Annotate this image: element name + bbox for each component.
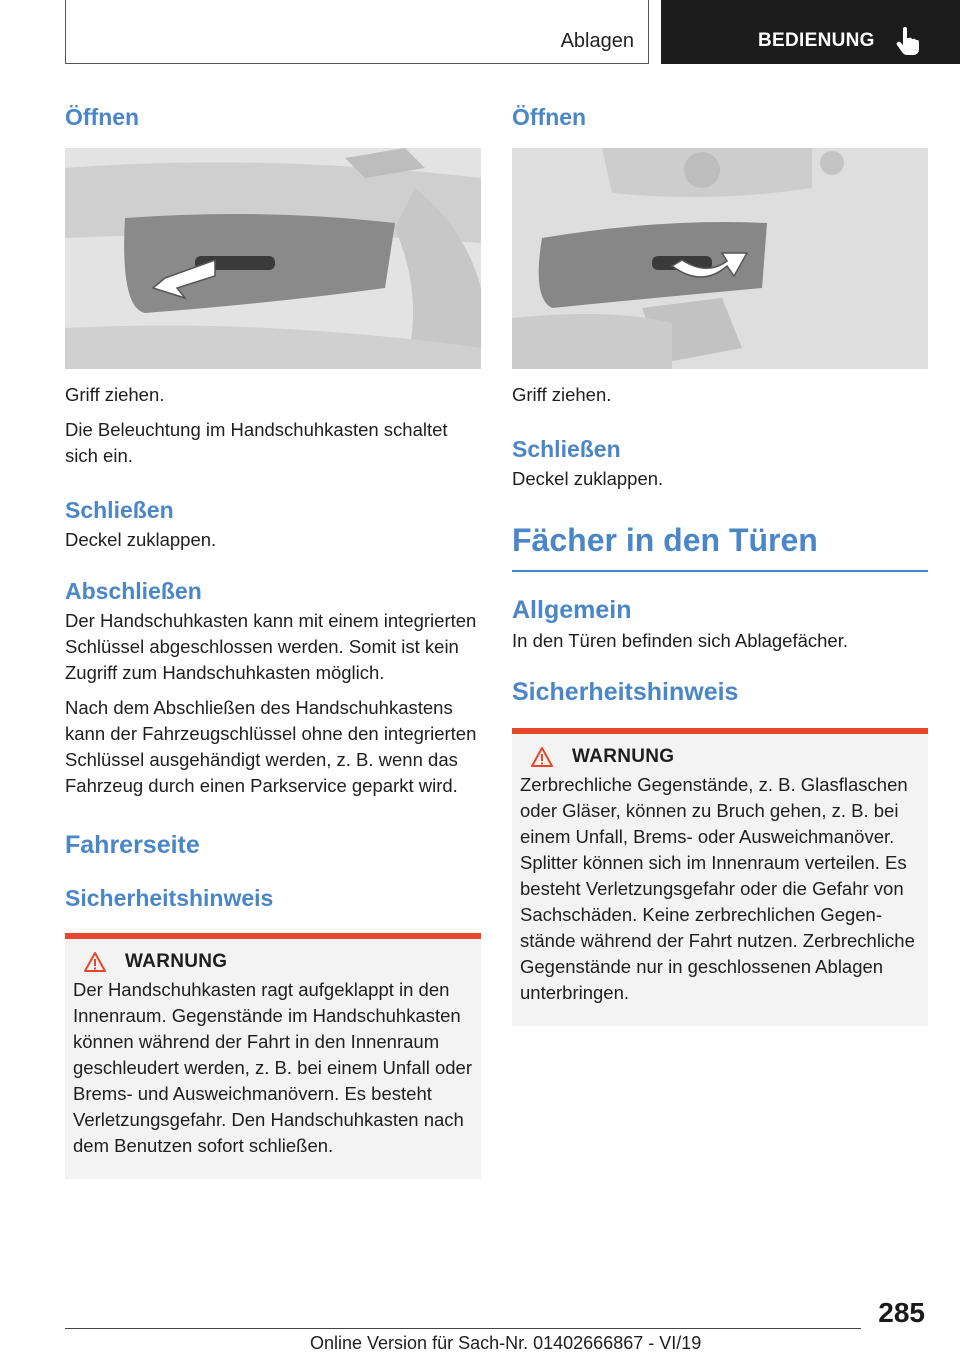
header-chapter-label: BEDIENUNG [758,30,875,51]
warning-box-left [65,933,481,1179]
text-pull-handle-left: Griff ziehen. [65,384,165,405]
warning-box-right [512,728,928,1026]
glovebox-passenger-photo [65,148,481,369]
heading-general: Allgemein [512,596,632,624]
header-border-bottom [65,63,649,64]
right-column [512,100,928,1026]
text-close-lid-right: Deckel zuklappen. [512,468,664,489]
heading-rule [512,570,928,572]
warning-triangle-icon [83,951,107,973]
text-pull-handle-right: Griff ziehen. [512,384,612,405]
heading-close-right: Schließen [512,436,621,462]
page-number: 285 [878,1297,925,1328]
warning-text-right: Zerbrechliche Gegenstände, z. B. Glasflaschen oder Gläser, können zu Bruch gehen, z. B. bei einem Unfall, Brems- oder Ausweichmanöver. Splitter können sich im Innenraum verteilen. Es besteht Verletzungsgefahr oder die Gefahr von Sachschäden. Keine zerbrechlichen Gegenstände während der Fahrt nutzen. Zerbrechliche Gegenstände nur in geschlossenen Ablagen unterbringen. [520,774,915,1003]
heading-door-compartments: Fächer in den Türen [512,522,818,558]
warning-title-right: WARNUNG [572,746,675,767]
text-lock-2: Nach dem Abschließen des Handschuhkastens kann der Fahrzeugschlüssel ohne den integrierten Schlüssel ausgehändigt werden, z. B. wenn das Fahrzeug durch einen Parkservice geparkt wird. [65,697,477,796]
heading-safety-right: Sicherheitshinweis [512,678,739,706]
warning-title-left: WARNUNG [125,951,228,972]
warning-triangle-icon [530,746,554,768]
heading-open-left: Öffnen [65,104,140,130]
heading-lock: Abschließen [65,578,202,604]
footer-rule [65,1328,861,1329]
text-close-lid-left: Deckel zuklappen. [65,529,217,550]
glovebox-driver-photo [512,148,928,369]
footer-version-text: Online Version für Sach-Nr. 01402666867 - VI/19 [310,1333,702,1353]
header-border-right [648,0,649,64]
header-section-label[interactable]: Ablagen [560,30,634,52]
heading-driver-side: Fahrerseite [65,831,200,859]
text-light-on: Die Beleuchtung im Handschuhkasten schaltet sich ein. [65,419,448,466]
header-border-left [65,0,66,64]
pointing-hand-icon [895,26,921,56]
text-lock-1: Der Handschuhkasten kann mit einem integrierten Schlüssel abgeschlossen werden. Somit ist kein Zugriff zum Handschuhkasten möglich. [65,610,477,683]
warning-text-left: Der Handschuhkasten ragt aufgeklappt in den Innenraum. Gegenstände im Handschuhkasten können während der Fahrt in den Innenraum geschleudert werden, z. B. bei einem Unfall oder Brems- und Ausweichmanövern. Es besteht Verletzungsgefahr. Den Handschuhkasten nach dem Benutzen sofort schließen. [73,979,472,1156]
heading-close-left: Schließen [65,497,174,523]
left-column [65,100,481,1179]
text-general: In den Türen befinden sich Ablagefächer. [512,630,848,651]
heading-safety-left: Sicherheitshinweis [65,885,274,911]
heading-open-right: Öffnen [512,104,587,130]
header-chapter-tab[interactable] [661,0,960,64]
